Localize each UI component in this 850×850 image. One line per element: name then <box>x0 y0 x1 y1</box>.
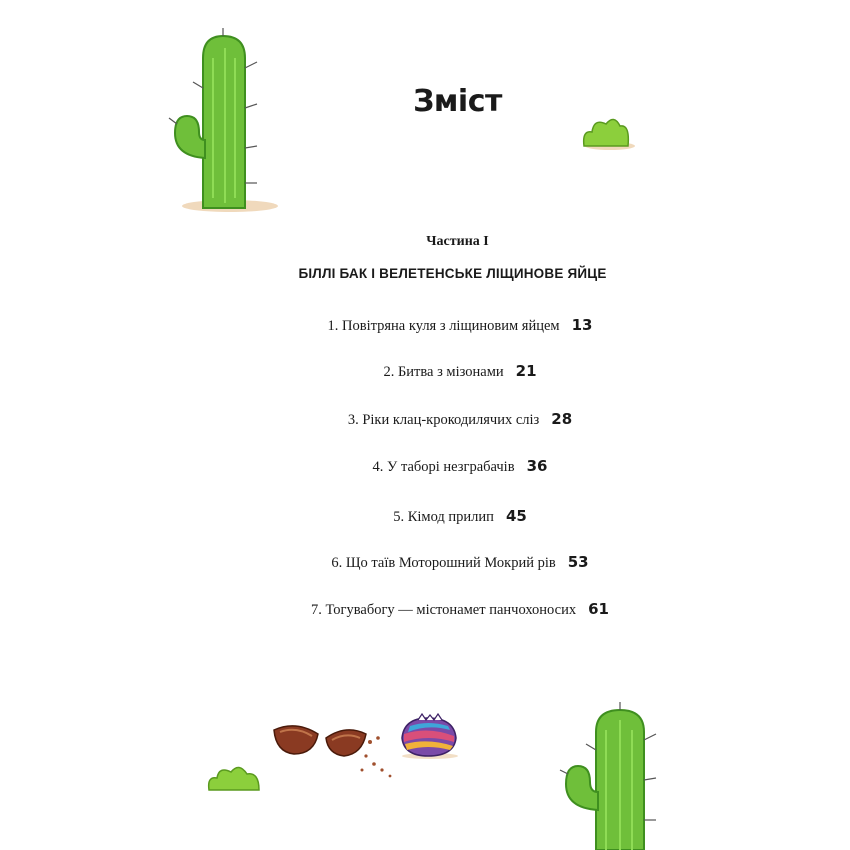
page-title: Зміст <box>413 84 502 119</box>
toc-item[interactable] <box>0 362 850 381</box>
chapter-title: 4. У таборі незграбачів <box>372 459 515 475</box>
page-number: 53 <box>567 553 589 571</box>
chapter-title: 7. Тогувабогу — містонамет панчохоносих <box>311 602 577 618</box>
chapter-title: 5. Кімод прилип <box>393 509 494 525</box>
toc-item[interactable] <box>0 316 850 335</box>
page-number: 36 <box>526 457 548 475</box>
part-label: Частина I <box>426 234 489 249</box>
chapter-title: 2. Битва з мізонами <box>383 364 504 380</box>
nut-shells-illustration <box>270 712 400 782</box>
page-number: 13 <box>571 316 593 334</box>
toc-item[interactable] <box>0 553 850 572</box>
egg-illustration <box>398 712 462 760</box>
part-title: БІЛЛІ БАК І ВЕЛЕТЕНСЬКЕ ЛІЩИНОВЕ ЯЙЦЕ <box>298 266 607 281</box>
bush-bottom-left-illustration <box>205 762 265 794</box>
page-number: 61 <box>588 600 609 618</box>
cactus-bottom-right-illustration <box>556 700 676 850</box>
chapter-title: 3. Ріки клац-крокодилячих сліз <box>347 412 540 428</box>
toc-item[interactable] <box>0 600 850 619</box>
page-number: 28 <box>551 410 573 428</box>
toc-item[interactable] <box>0 507 850 526</box>
chapter-title: 6. Що таїв Моторошний Мокрий рів <box>331 555 556 571</box>
page-number: 21 <box>515 362 537 380</box>
chapter-title: 1. Повітряна куля з ліщиновим яйцем <box>327 318 560 334</box>
toc-item[interactable] <box>0 457 850 476</box>
page-number: 45 <box>505 507 527 525</box>
toc-item[interactable] <box>0 410 850 429</box>
